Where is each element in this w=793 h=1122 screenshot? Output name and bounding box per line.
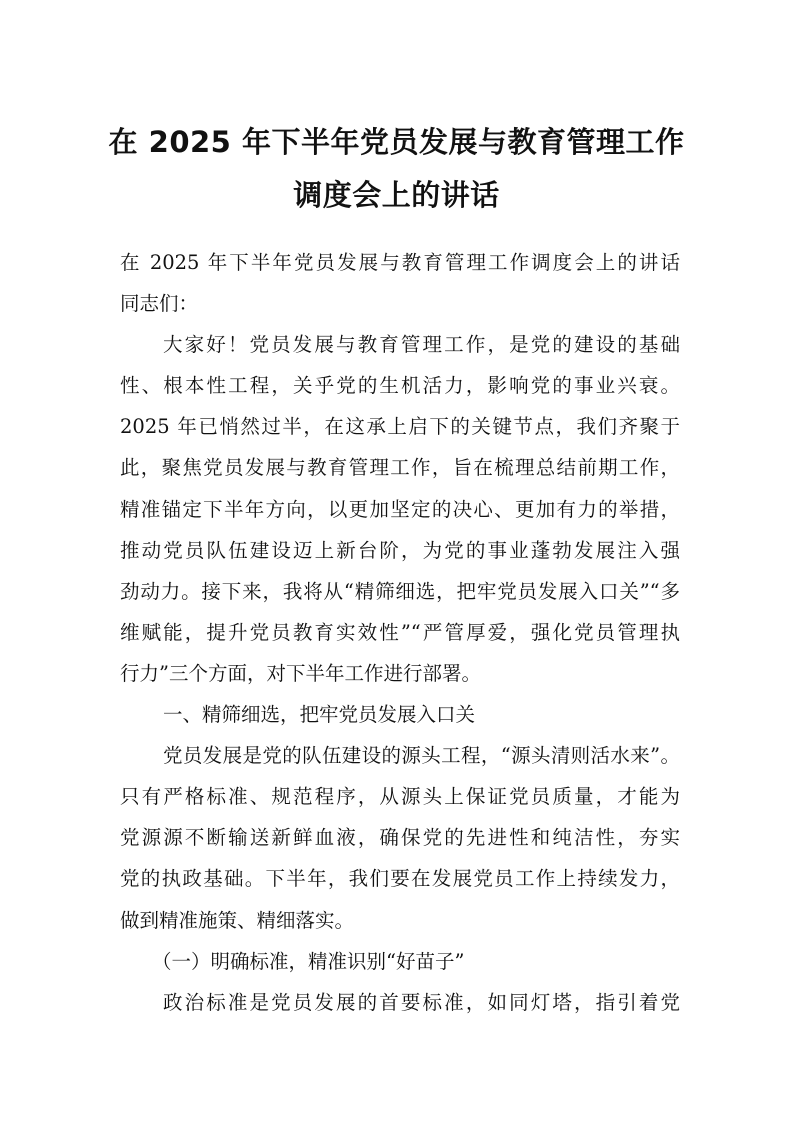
body-line: 行力”三个方面，对下半年工作进行部署。 bbox=[120, 661, 481, 685]
body-line: 劲动力。接下来，我将从“精筛细选，把牢党员发展入口关”“多 bbox=[120, 579, 680, 603]
body-line: 此，聚焦党员发展与教育管理工作，旨在梳理总结前期工作， bbox=[120, 456, 680, 480]
subsection-heading: （一）明确标准，精准识别“好苗子” bbox=[152, 949, 465, 973]
section-heading: 一、精筛细选，把牢党员发展入口关 bbox=[163, 703, 476, 727]
document-body bbox=[120, 242, 680, 1023]
document-title-line-1: 在 2025 年下半年党员发展与教育管理工作 bbox=[108, 125, 685, 159]
body-line: 做到精准施策、精细落实。 bbox=[120, 908, 355, 932]
body-line: 推动党员队伍建设迈上新台阶，为党的事业蓬勃发展注入强 bbox=[120, 538, 680, 562]
body-line-subtitle: 在 2025 年下半年党员发展与教育管理工作调度会上的讲话 bbox=[120, 251, 680, 274]
body-line: 党员发展是党的队伍建设的源头工程，“源头清则活水来”。 bbox=[163, 744, 680, 768]
body-line: 只有严格标准、规范程序，从源头上保证党员质量，才能为 bbox=[120, 785, 680, 809]
body-line: 大家好！党员发展与教育管理工作，是党的建设的基础 bbox=[163, 333, 680, 357]
body-line: 精准锚定下半年方向，以更加坚定的决心、更加有力的举措， bbox=[120, 497, 680, 521]
body-line: 党源源不断输送新鲜血液，确保党的先进性和纯洁性，夯实 bbox=[120, 826, 680, 850]
body-line: 党的执政基础。下半年，我们要在发展党员工作上持续发力， bbox=[120, 867, 680, 891]
body-line: 性、根本性工程，关乎党的生机活力，影响党的事业兴衰。 bbox=[120, 374, 680, 398]
body-line: 政治标准是党员发展的首要标准，如同灯塔，指引着党 bbox=[163, 990, 680, 1014]
body-line-salutation: 同志们： bbox=[120, 292, 199, 316]
document-title-line-2: 调度会上的讲话 bbox=[293, 178, 500, 212]
body-line: 维赋能，提升党员教育实效性”“严管厚爱，强化党员管理执 bbox=[120, 620, 680, 644]
body-line: 2025 年已悄然过半，在这承上启下的关键节点，我们齐聚于 bbox=[120, 415, 680, 439]
